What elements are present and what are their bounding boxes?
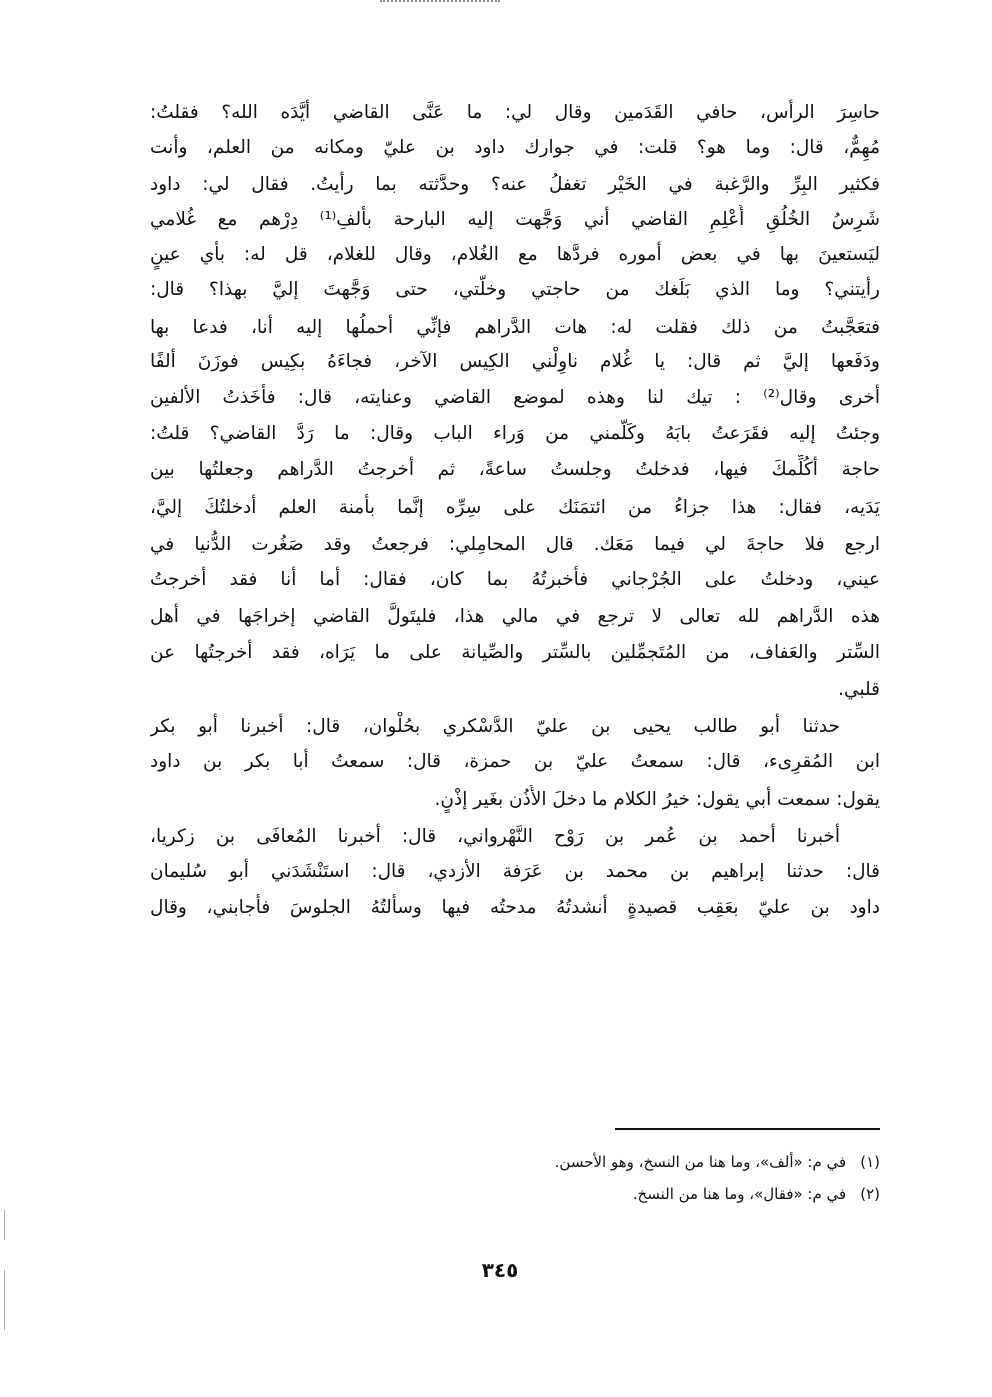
- footnote-separator: [615, 1128, 880, 1130]
- footnote-1: [400, 1150, 880, 1174]
- text-line: قلبي.: [838, 679, 880, 700]
- text-line: فتعَجَّبتُ من ذلك فقلت له: هات الدَّراهم فإنِّي أحملُها إليه أنا، فدعا بها: [150, 317, 880, 338]
- page-number: ٣٤٥: [481, 1258, 519, 1282]
- footnote-number: (٢): [860, 1185, 880, 1203]
- footnote-text: في م: «ألف»، وما هنا من النسخ، وهو الأحسن.: [554, 1153, 847, 1171]
- text-line: عيني، ودخلتُ على الجُرْجاني فأخبرتُهُ بما كان، فقال: أما أنا فقد أخرجتُ: [150, 569, 880, 590]
- footnote-number: (١): [860, 1153, 880, 1171]
- text-line: حاسِرَ الرأس، حافي القَدَمين وقال لي: ما عَنَّى القاضي أيَّدَه الله؟ فقلتُ:: [150, 102, 880, 123]
- text-line: مُهِمٌّ، قال: وما هو؟ قلت: في جوارك داود بن عليّ ومكانه من العلم، وأنت: [150, 137, 880, 158]
- scan-top-mark: [380, 0, 500, 5]
- text-line: ليَستعينَ بها في بعض أموره فردَّها مع الغُلام، وقال للغلام، قل له: بأي عينٍ: [150, 244, 880, 265]
- text-line: هذه الدَّراهم لله تعالى لا ترجع في مالي هذا، فليتَولَّ القاضي إخراجَها في أهل: [150, 606, 880, 627]
- footnote-text: في م: «فقال»، وما هنا من النسخ.: [632, 1185, 847, 1203]
- scan-edge-mark: [4, 1270, 5, 1330]
- text-line: يَدَيه، فقال: هذا جزاءُ من ائتمَنَك على سِرِّه إنَّما بأمنة العلم أدخلتُكَ إليَّ،: [150, 497, 880, 518]
- text-line: ودَفَعها إليَّ ثم قال: يا غُلام ناوِلْني الكِيس الآخر، فجاءَهُ بكِيس فوزَنَ ألفًا: [150, 351, 880, 372]
- text-line: ابن المُقرِىء، قال: سمعتُ عليّ بن حمزة، قال: سمعتُ أبا بكر بن داود: [150, 751, 880, 772]
- text-line: رأيتني؟ وما الذي بَلَغك من حاجتي وخلَّتي، حتى وَجَّهتَ إليَّ بهذا؟ قال:: [150, 279, 880, 300]
- text-line: أخرى وقال⁽²⁾ : تيك لنا وهذه لموضع القاضي وعنايته، قال: فأخَذتُ الألفين: [150, 387, 880, 408]
- footnote-2: [400, 1182, 880, 1206]
- text-line: داود بن عليّ بعَقِب قصيدةٍ أنشدتُهُ مدحتُه فيها وسألتُهُ الجلوسَ فأجابني، وقال: [150, 897, 880, 918]
- text-line: حدثنا أبو طالب يحيى بن عليّ الدَّسْكري بحُلْوان، قال: أخبرنا أبو بكر: [150, 716, 840, 737]
- text-line: حاجة أكُلِّمكَ فيها، فدخلتُ وجلستُ ساعةً، ثم أخرجتُ الدَّراهم وجعلتُها بين: [150, 459, 880, 480]
- text-line: السِّتر والعَفاف، من المُتَجمِّلين بالسِّتر والصِّيانة على ما يَرَاه، فقد أخرجتُها عن: [150, 642, 880, 663]
- text-line: شَرِسُ الخُلُقِ أُعْلِمِ القاضي أني وَجَّهت إليه البارحة بألفِ⁽¹⁾ دِرْهم مع غُلامي: [150, 209, 880, 230]
- text-line: فكثير البِرِّ والرَّغبة في الخَيْر تغفلُ عنه؟ وحدَّثته بما رأيتُ. فقال لي: داود: [150, 174, 880, 195]
- text-line: قال: حدثنا إبراهيم بن محمد بن عَرَفة الأزدي، قال: استَنْشَدَني أبو سُليمان: [150, 861, 880, 882]
- text-line: ارجع فلا حاجةَ لي فيما مَعَك. قال المحامِلي: فرجعتُ وقد صَغُرت الدُّنيا في: [150, 534, 880, 555]
- text-line: يقول: سمعت أبي يقول: خيرُ الكلام ما دخلَ الأُذُن بغَير إذْنٍ.: [434, 789, 880, 810]
- text-line: وجئتُ إليه فقَرَعتُ بابَهُ وكَلَّمني من وَراء الباب وقال: ما رَدَّ القاضي؟ قلتُ:: [150, 423, 880, 444]
- text-line: أخبرنا أحمد بن عُمر بن رَوْح النَّهْرواني، قال: أخبرنا المُعافَى بن زكريا،: [150, 826, 840, 847]
- scan-edge-mark: [4, 1210, 5, 1240]
